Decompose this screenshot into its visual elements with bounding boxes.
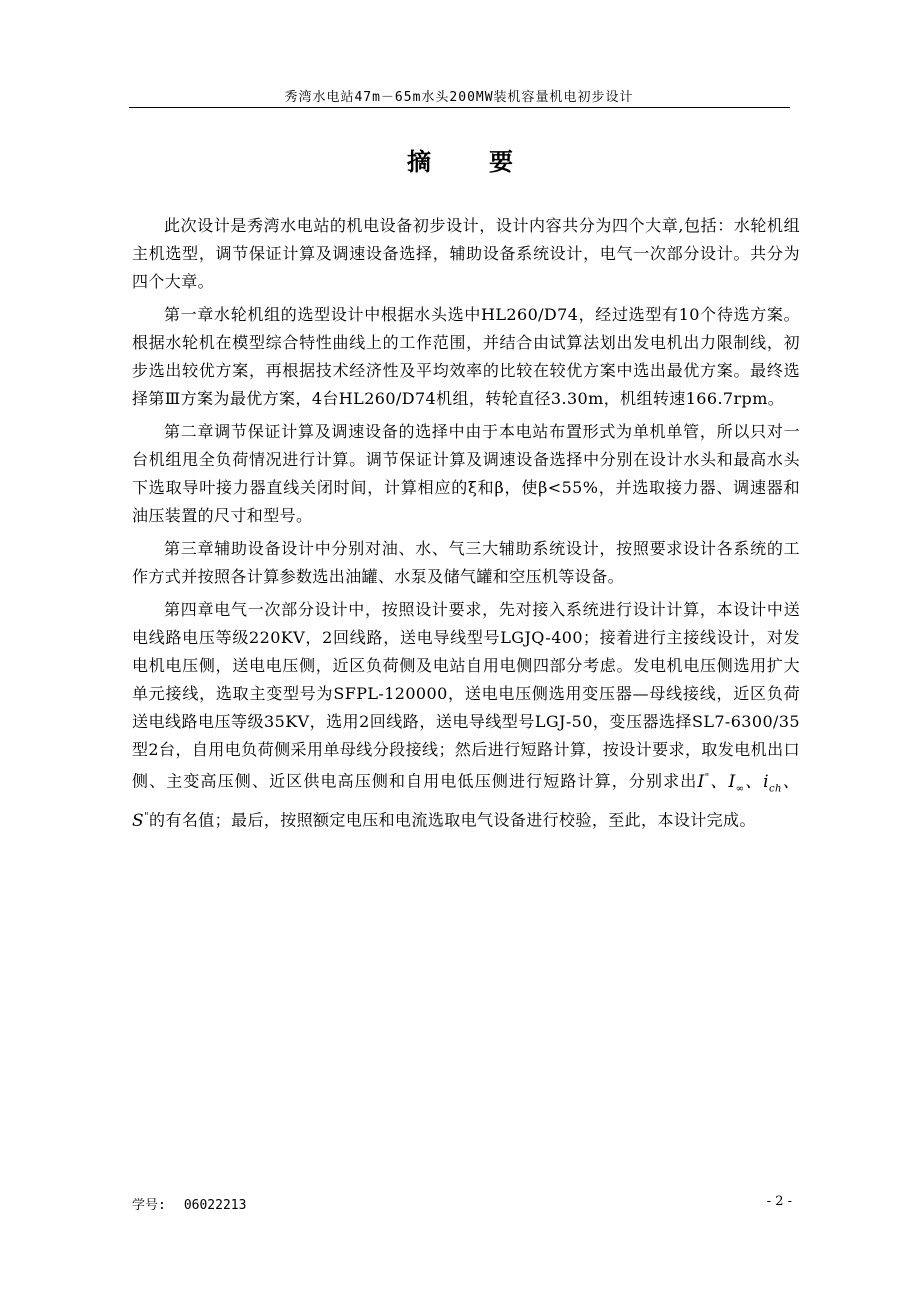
formula-iinf-sub: ∞ — [735, 783, 745, 795]
title-char-2: 要 — [489, 148, 513, 176]
title-char-1: 摘 — [407, 148, 431, 176]
paragraph-chapter-2: 第二章调节保证计算及调速设备的选择中由于本电站布置形式为单机单管，所以只对一台机组甩全负荷情况进行计算。调节保证计算及调速设备选择中分别在设计水头和最高水头下选取导叶接力器直线关闭时间，计算相应的ξ和β，使β<55%，并选取接力器、调速器和油压装置的尺寸和型号。 — [132, 422, 800, 525]
formula-sep-2: 、 — [744, 771, 764, 792]
header-rule — [129, 107, 790, 108]
formula-sep-1: 、 — [709, 771, 729, 792]
formula-s-sup: " — [144, 811, 150, 823]
formula-iinf: I — [728, 771, 736, 792]
formula-s: S — [132, 810, 145, 831]
paragraph-chapter-3: 第三章辅助设备设计中分别对油、水、气三大辅助系统设计，按照要求设计各系统的工作方式并按照各计算参数选出油罐、水泵及储气罐和空压机等设备。 — [132, 539, 800, 586]
formula-sep-3: 、 — [781, 771, 800, 792]
paragraph-chapter-4 — [132, 596, 800, 835]
page-number: - 2 - — [766, 1194, 792, 1209]
student-number-label: 学号: — [132, 1198, 166, 1213]
formula-ich-sub: ch — [769, 783, 782, 795]
paragraph-intro: 此次设计是秀湾水电站的机电设备初步设计，设计内容共分为四个大章,包括：水轮机组主机选型，调节保证计算及调速设备选择，辅助设备系统设计，电气一次部分设计。共分为四个大章。 — [132, 216, 800, 291]
formula-i-sup: " — [704, 772, 710, 783]
abstract-body — [132, 212, 800, 840]
paragraph-chapter-1: 第一章水轮机组的选型设计中根据水头选中HL260/D74，经过选型有10个待选方案。根据水轮机在模型综合特性曲线上的工作范围，并结合由试算法划出发电机出力限制线，初步选出较优方案，再根据技术经济性及平均效率的比较在较优方案中选出最优方案。最终选择第Ⅲ方案为最优方案，4台HL260/D74机组，转轮直径3.30m，机组转速166.7rpm。 — [132, 305, 800, 408]
paragraph-chapter-4-part-1: 第四章电气一次部分设计中，按照设计要求，先对接入系统进行设计计算，本设计中送电线路电压等级220KV，2回线路，送电导线型号LGJQ-400；接着进行主接线设计，对发电机电压侧，送电电压侧，近区负荷侧及电站自用电侧四部分考虑。发电机电压侧选用扩大单元接线，选取主变型号为SFPL-120000，送电电压侧选用变压器—母线接线，近区负荷送电线路电压等级35KV，选用2回线路，送电导线型号LGJ-50，变压器选择SL7-6300/35型2台，自用电负荷侧采用单母线分段接线；然后进行短路计算，按设计要求，取发电机出口侧、主变高压侧、近区供电高压侧和自用电低压侧进行短路计算，分别求出 — [132, 600, 800, 791]
formula-i: I — [697, 771, 705, 792]
formula-ich: i — [763, 771, 770, 792]
paragraph-chapter-4-part-2: 的有名值；最后，按照额定电压和电流选取电气设备进行校验，至此，本设计完成。 — [149, 810, 756, 830]
student-number: 06022213 — [183, 1198, 247, 1213]
footer-student-id — [132, 1194, 246, 1213]
running-header: 秀湾水电站47m－65m水头200MW装机容量机电初步设计 — [284, 90, 634, 105]
page-title — [0, 142, 920, 177]
